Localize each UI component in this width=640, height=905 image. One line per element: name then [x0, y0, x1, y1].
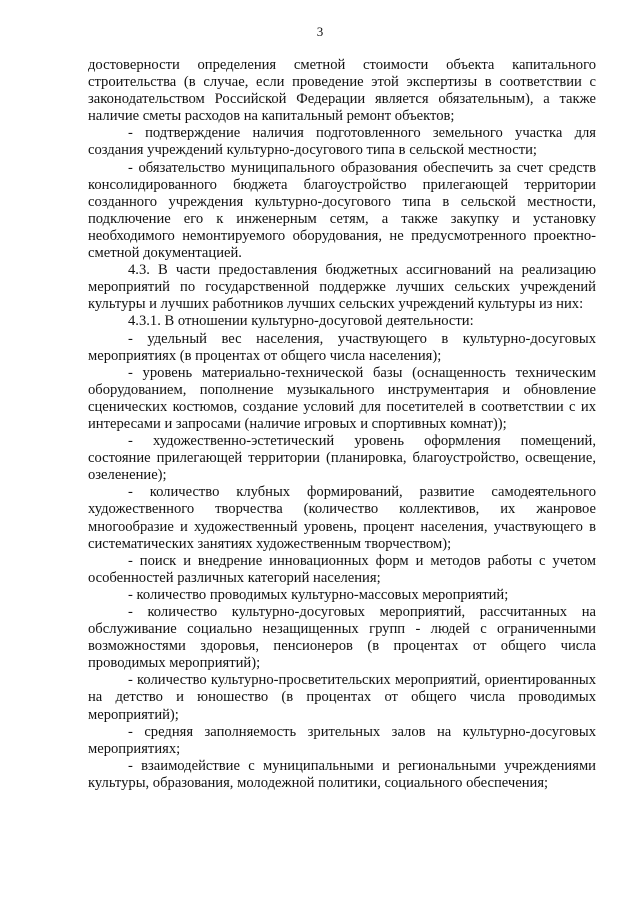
paragraph: - удельный вес населения, участвующего в культурно-досуговых мероприятиях (в процентах от общего числа населения); — [88, 330, 596, 364]
paragraph: - средняя заполняемость зрительных залов на культурно-досуговых мероприятиях; — [88, 723, 596, 757]
paragraph: - уровень материально-технической базы (оснащенность техническим оборудованием, пополнение музыкального инструментария и обновление сценических костюмов, создание условий для посетителей в соответствии с их интересами и запросами (наличие игровых и спортивных комнат)); — [88, 364, 596, 432]
paragraph: 4.3.1. В отношении культурно-досуговой деятельности: — [128, 313, 474, 330]
paragraph: - количество проводимых культурно-массовых мероприятий; — [128, 586, 509, 603]
document-body — [88, 57, 596, 792]
paragraph: - поиск и внедрение инновационных форм и методов работы с учетом особенностей различных категорий населения; — [88, 552, 596, 586]
paragraph: достоверности определения сметной стоимости объекта капитального строительства (в случае, если проведение этой экспертизы в соответствии с законодательством Российской Федерации является обязательным), а также наличие сметы расходов на капитальный ремонт объектов; — [88, 57, 596, 125]
paragraph: - художественно-эстетический уровень оформления помещений, состояние прилегающей территории (планировка, благоустройство, освещение, озеленение); — [88, 433, 596, 484]
paragraph: - количество культурно-просветительских мероприятий, ориентированных на детство и юношество (в процентах от общего числа проводимых мероприятий); — [88, 672, 596, 723]
paragraph: - количество клубных формирований, развитие самодеятельного художественного творчества (количество коллективов, их жанровое многообразие и художественный уровень, процент населения, участвующего в систематических занятиях художественным творчеством); — [88, 484, 596, 552]
paragraph: - подтверждение наличия подготовленного земельного участка для создания учреждений культурно-досугового типа в сельской местности; — [88, 125, 596, 159]
page-number: 3 — [316, 24, 324, 39]
paragraph: - обязательство муниципального образования обеспечить за счет средств консолидированного бюджета благоустройство прилегающей территории созданного учреждения культурно-досугового типа в сельской местности, подключение его к инженерным сетям, а также закупку и установку необходимого немонтируемого оборудования, не предусмотренного проектно-сметной документацией. — [88, 159, 596, 262]
paragraph: - взаимодействие с муниципальными и региональными учреждениями культуры, образования, молодежной политики, социального обеспечения; — [88, 757, 596, 791]
paragraph: 4.3. В части предоставления бюджетных ассигнований на реализацию мероприятий по государственной поддержке лучших сельских учреждений культуры и лучших работников лучших сельских учреждений культуры из них: — [88, 262, 596, 313]
paragraph: - количество культурно-досуговых мероприятий, рассчитанных на обслуживание социально незащищенных групп - людей с ограниченными возможностями здоровья, пенсионеров (в процентах от общего числа проводимых мероприятий); — [88, 604, 596, 672]
